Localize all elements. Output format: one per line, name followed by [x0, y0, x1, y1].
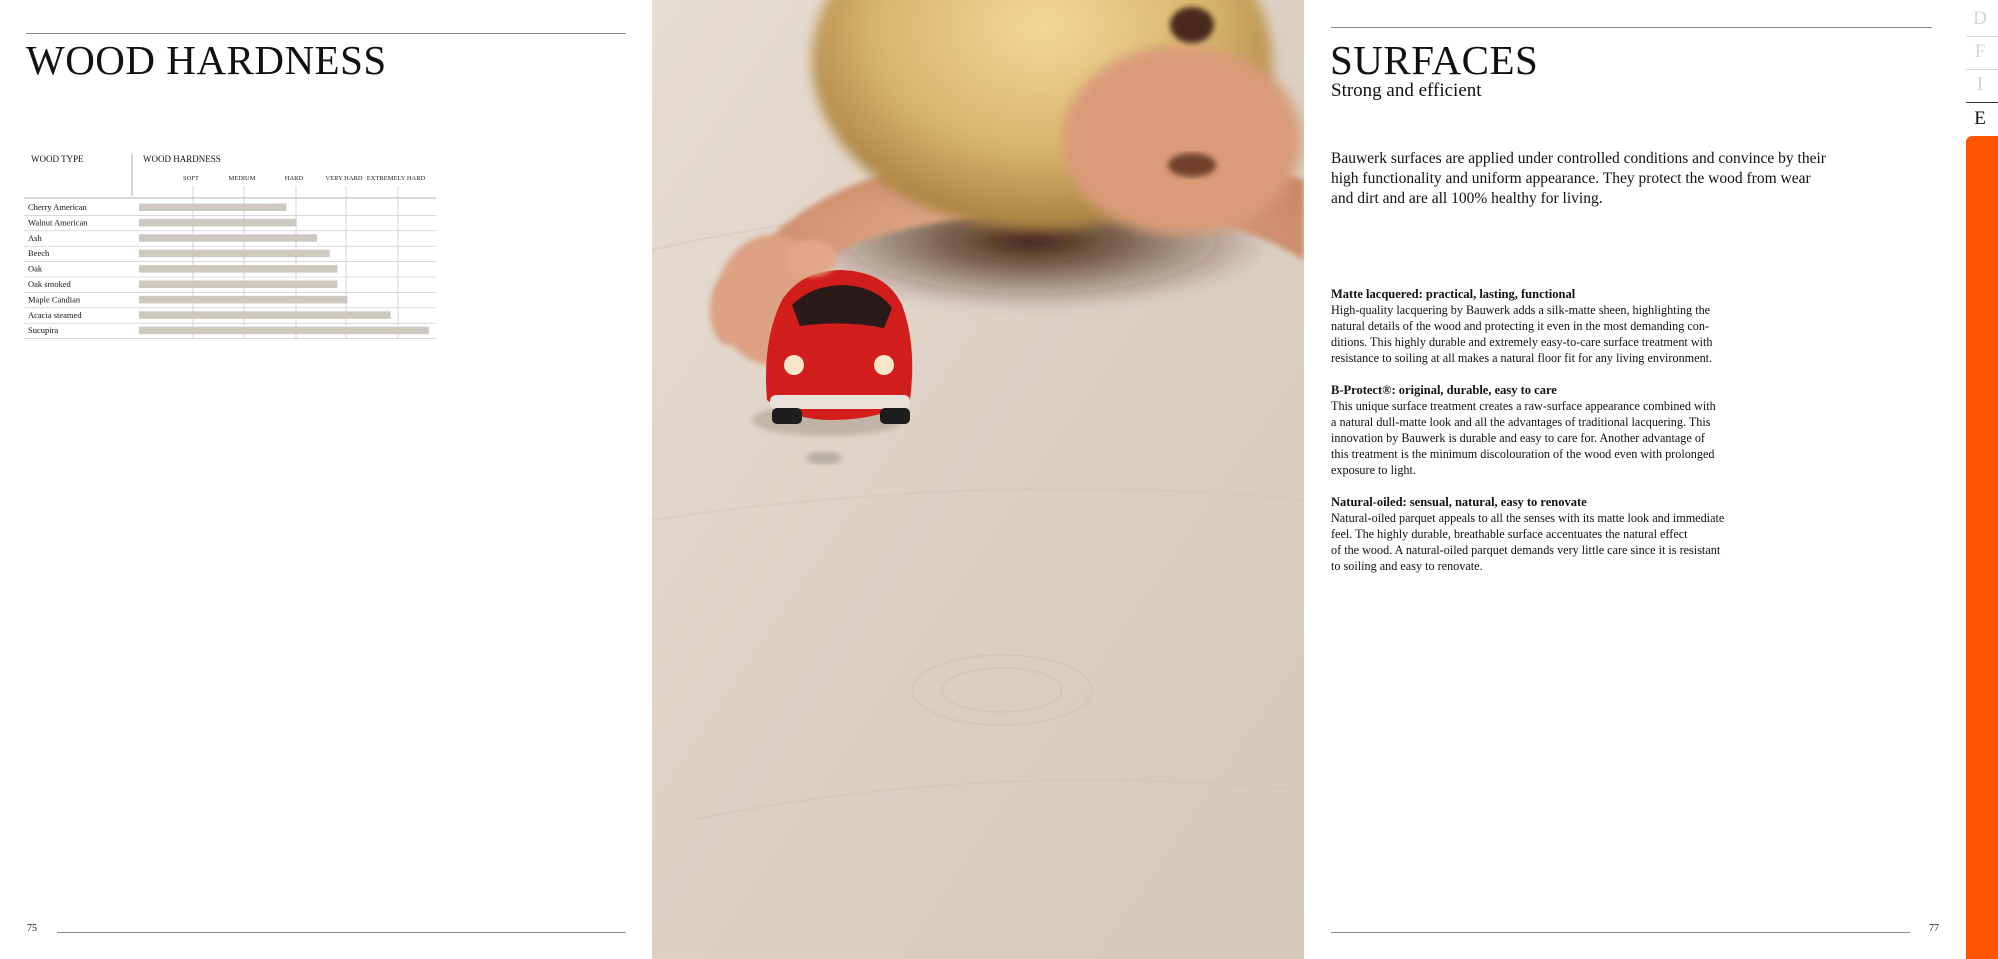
hardness-bar [139, 265, 337, 273]
intro-line: high functionality and uniform appearance. They protect the wood from wear [1331, 170, 1811, 187]
hardness-bar [139, 234, 317, 242]
language-tab-divider [1966, 36, 1998, 37]
scale-label: HARD [284, 175, 304, 182]
category-label: Walnut American [28, 217, 88, 228]
category-label: Acacia steamed [28, 309, 82, 320]
section-line: this treatment is the minimum discolouration of the wood even with prolonged [1331, 447, 1715, 461]
active-language-accent-bar [1966, 136, 1998, 959]
hardness-bar [139, 219, 297, 227]
section-heading: Natural-oiled: sensual, natural, easy to renovate [1331, 495, 1587, 509]
category-label: Oak [28, 263, 43, 274]
section-matte-lacquered [1331, 286, 1771, 366]
section-line: ditions. This highly durable and extremely easy-to-care surface treatment with [1331, 335, 1713, 349]
section-line: resistance to soiling at all makes a natural floor fit for any living environment. [1331, 351, 1713, 365]
scale-label: SOFT [183, 175, 199, 182]
section-line: Natural-oiled parquet appeals to all the senses with its matte look and immediate [1331, 511, 1725, 525]
category-label: Sucupira [28, 325, 59, 336]
section-line: exposure to light. [1331, 463, 1416, 477]
language-tab-i[interactable]: I [1976, 74, 1984, 95]
section-b-protect [1331, 382, 1771, 478]
header-wood-hardness: WOOD HARDNESS [143, 154, 221, 164]
intro-paragraph [1331, 149, 1891, 209]
section-line: innovation by Bauwerk is durable and easy to care for. Another advantage of [1331, 431, 1705, 445]
bottom-rule-right [1331, 932, 1910, 933]
language-tab-divider [1966, 102, 1998, 103]
section-subtitle: Strong and efficient [1331, 80, 1482, 101]
child-with-toy-car-photo [652, 0, 1304, 959]
section-heading: Matte lacquered: practical, lasting, functional [1331, 287, 1576, 301]
language-tab-f[interactable]: F [1974, 41, 1986, 62]
hardness-bar [139, 296, 348, 304]
section-line: of the wood. A natural-oiled parquet demands very little care since it is resistant [1331, 543, 1721, 557]
language-tab-divider [1966, 69, 1998, 70]
page-number-right: 77 [1929, 923, 1939, 934]
section-natural-oiled [1331, 494, 1771, 574]
hardness-bar [139, 250, 330, 258]
scale-label: EXTREMELY HARD [366, 175, 426, 182]
hardness-bar [139, 327, 429, 335]
category-label: Maple Candian [28, 294, 81, 305]
scale-label: VERY HARD [325, 175, 363, 182]
category-label: Oak smoked [28, 279, 71, 289]
surface-types [1331, 286, 1771, 574]
top-rule-left [26, 33, 626, 34]
bottom-rule-left [57, 932, 626, 933]
scale-label: MEDIUM [228, 175, 256, 182]
section-heading: B-Protect®: original, durable, easy to care [1331, 383, 1557, 397]
top-rule-right [1331, 27, 1932, 28]
intro-line: Bauwerk surfaces are applied under controlled conditions and convince by their [1331, 150, 1826, 167]
section-title: SURFACES [1330, 37, 1539, 83]
section-line: High-quality lacquering by Bauwerk adds a silk-matte sheen, highlighting the [1331, 303, 1711, 317]
language-tab-d[interactable]: D [1973, 8, 1987, 29]
category-label: Beech [28, 248, 50, 259]
section-line: a natural dull-matte look and all the advantages of traditional lacquering. This [1331, 415, 1711, 429]
intro-line: and dirt and are all 100% healthy for living. [1331, 190, 1603, 207]
section-line: feel. The highly durable, breathable surface accentuates the natural effect [1331, 527, 1688, 541]
page-title: WOOD HARDNESS [26, 37, 387, 83]
language-tab-e[interactable]: E [1974, 108, 1986, 129]
section-line: natural details of the wood and protecting it even in the most demanding con- [1331, 319, 1710, 333]
header-wood-type: WOOD TYPE [31, 154, 84, 164]
category-label: Ash [28, 232, 42, 243]
hardness-bar [139, 204, 287, 212]
hardness-bar [139, 281, 337, 289]
hardness-bar [139, 311, 391, 319]
section-line: This unique surface treatment creates a raw-surface appearance combined with [1331, 399, 1716, 413]
category-label: Cherry American [28, 202, 87, 212]
page-number-left: 75 [27, 923, 37, 934]
section-line: to soiling and easy to renovate. [1331, 559, 1483, 573]
hardness-chart [24, 150, 444, 340]
